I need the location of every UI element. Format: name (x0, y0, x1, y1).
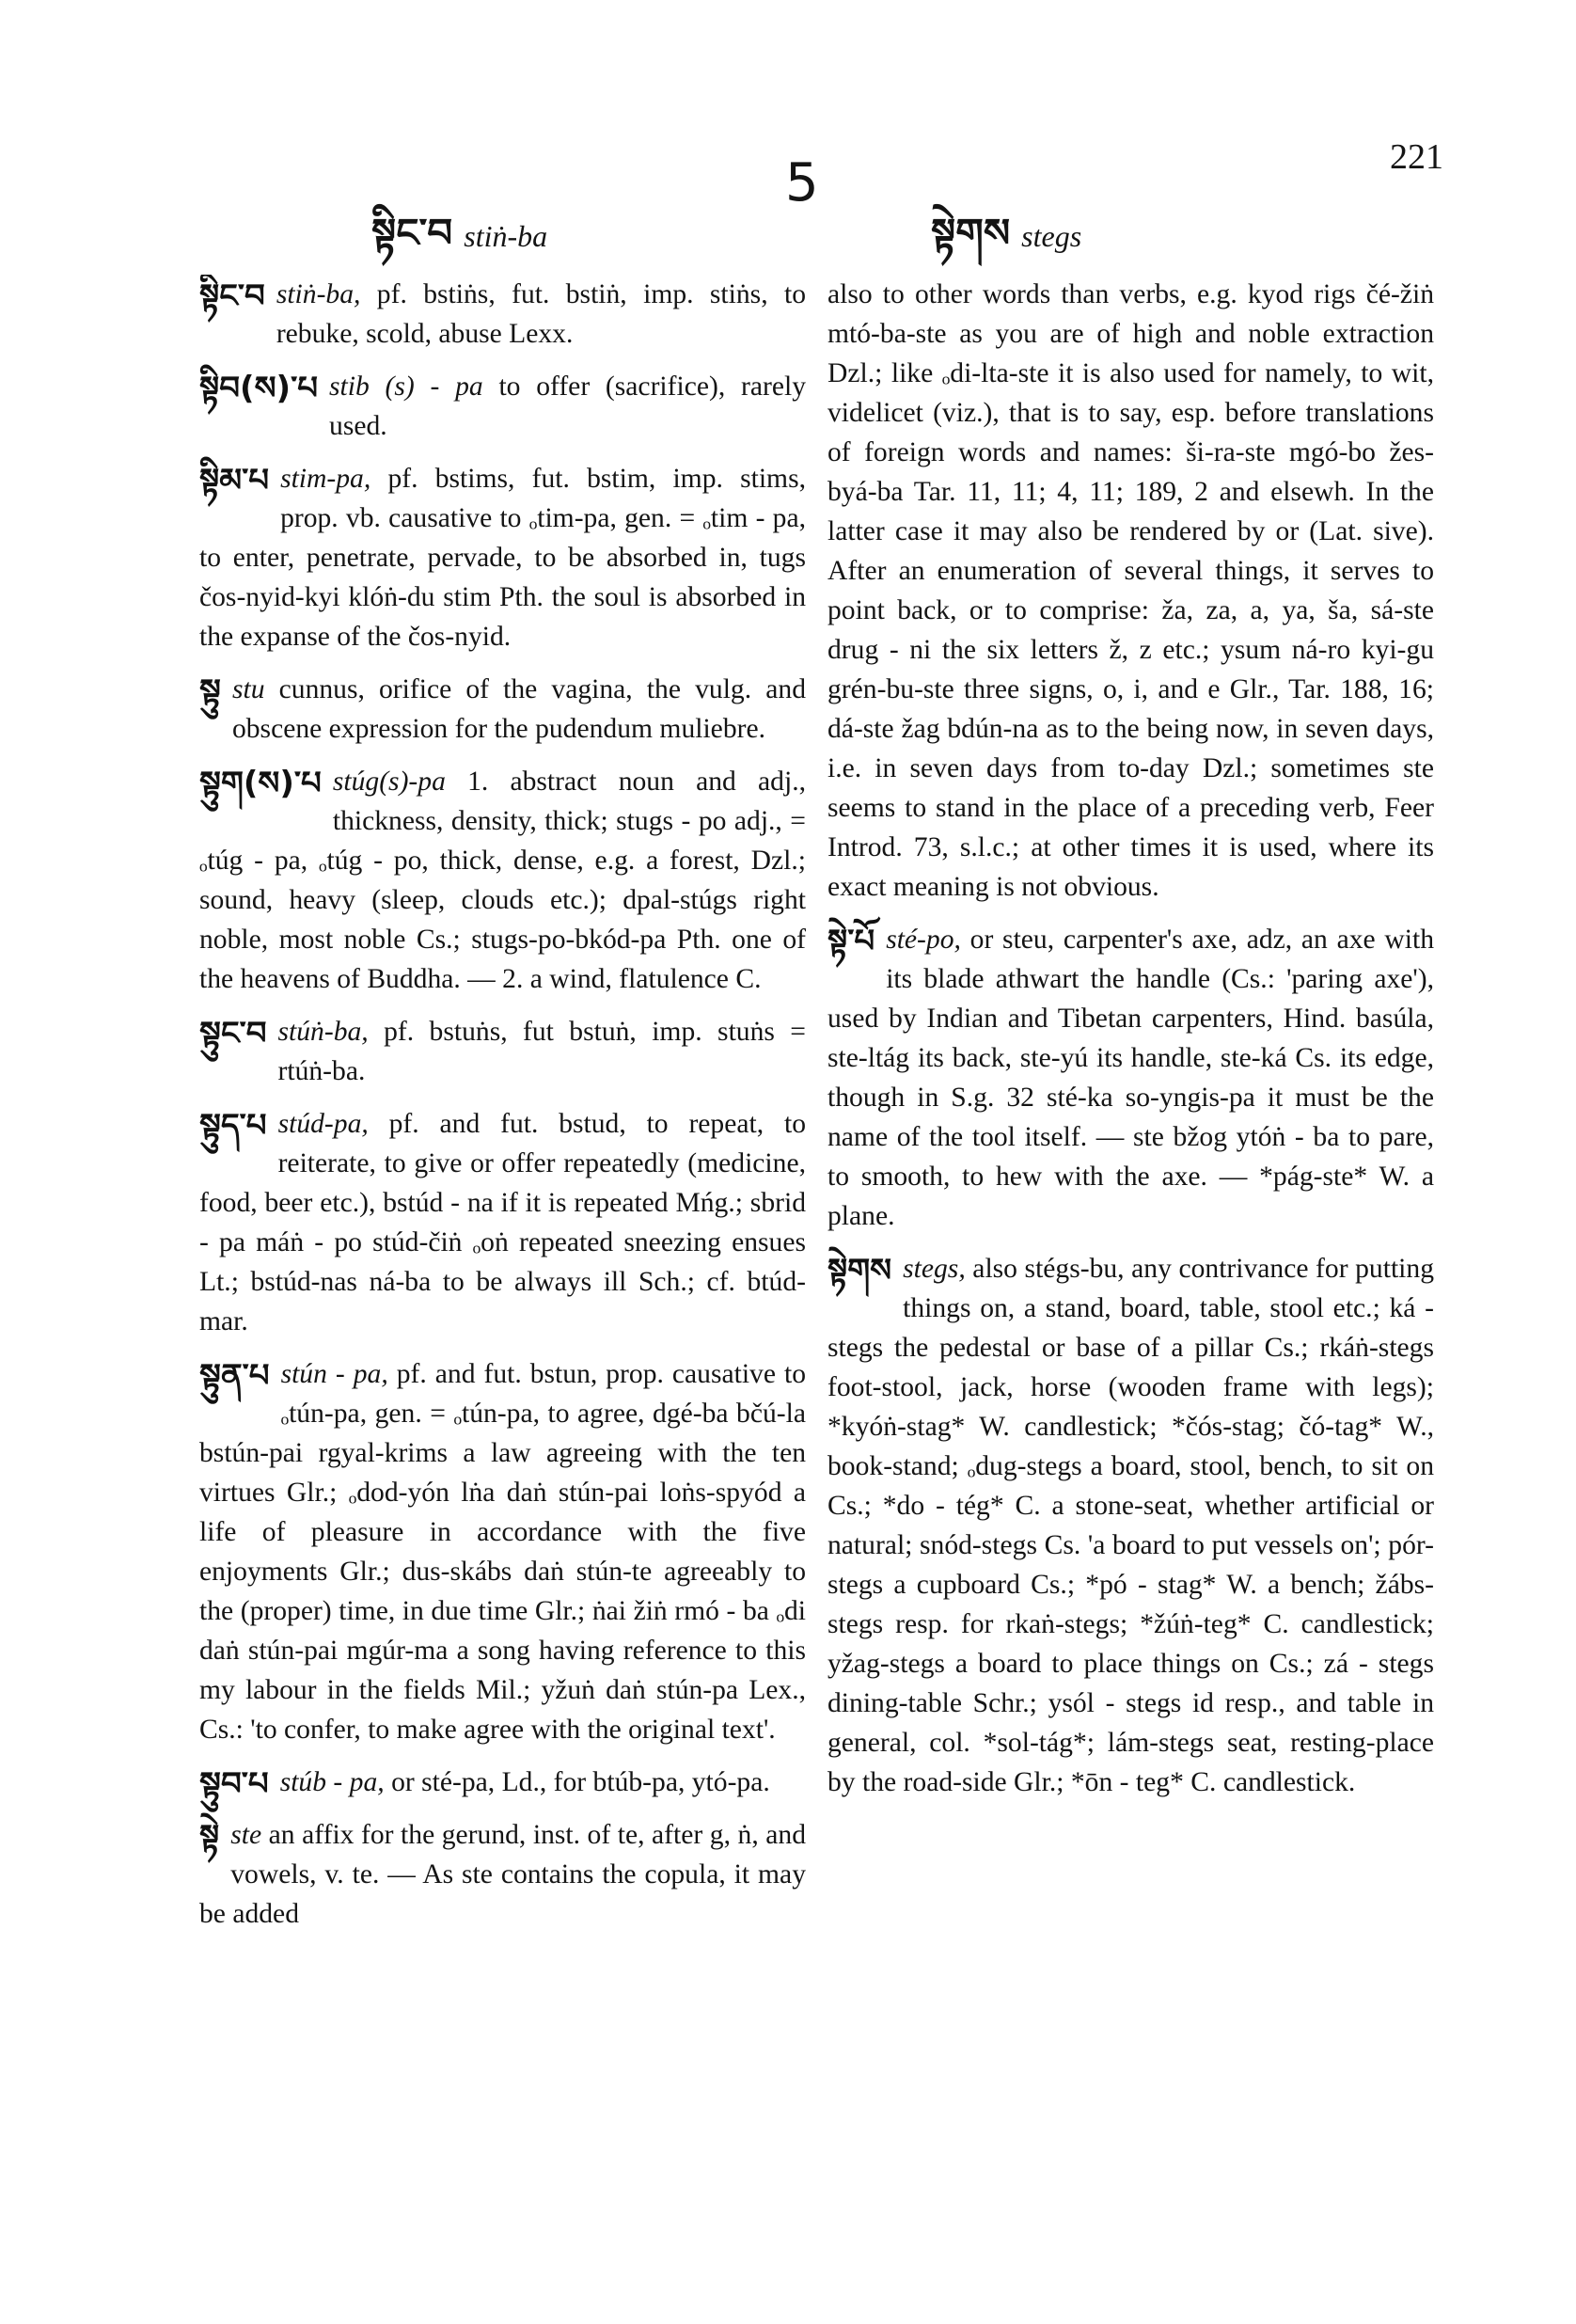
left-column (199, 275, 806, 2250)
entry-tibetan-headword: སྟིམ་པ (199, 462, 270, 499)
dictionary-entry (827, 920, 1434, 1236)
entry-transliteration: stúṅ-ba, (277, 1017, 369, 1047)
entry-tibetan-headword: སྟེགས (827, 1252, 892, 1289)
entry-definition: cunnus, orifice of the vagina, the vulg. and obscene expression for the pudendum muliebre. (231, 674, 806, 744)
entry-tibetan-headword: སྟུག(ས)་པ (199, 765, 322, 802)
entry-definition: pf. and fut. bstud, to repeat, to reiterate, to give or offer repeatedly (medicine, food, beer etc.), bstúd - na if it is repeated Mńg.; sbrid - pa máṅ - po stúd-čiṅ ₒoṅ repeated sneezing ensues Lt.; bstúd-nas ná-ba to be always ill Sch.; cf. btúd-mar. (199, 1109, 806, 1336)
entry-tibetan-headword: སྟིབ(ས)་པ (199, 370, 319, 407)
signature-mark: 5 (785, 152, 819, 213)
entry-tibetan-headword: སྟེ་པོ (827, 923, 875, 960)
dictionary-entry (199, 1012, 806, 1091)
dictionary-entry (199, 1104, 806, 1341)
running-head-right-roman: stegs (1021, 219, 1082, 253)
entry-definition: pf. and fut. bstun, prop. causative to ₒtún-pa, gen. = ₒtún-pa, to agree, dgé-ba bčú-la bstún-pai rgyal-krims a law agreeing with the ten virtues Glr.; ₒdod-yón lṅa daṅ stún-pai loṅs-spyód a life of pleasure in accordance with the five enjoyments Glr.; dus-skábs daṅ stún-te agreeably to the (proper) time, in due time Glr.; ṅai žiṅ rmó - ba ₒdi daṅ stún-pai mgúr-ma a song having reference to this my labour in the fields Mil.; yžuṅ daṅ stún-pa Lex., Cs.: 'to confer, to make agree with the original text'. (199, 1359, 806, 1745)
entry-transliteration: stúb - pa, (279, 1767, 385, 1797)
entry-transliteration: stim-pa, (280, 464, 371, 494)
entry-tibetan-headword: སྟུན་པ (199, 1357, 270, 1395)
entry-definition: or steu, carpenter's axe, adz, an axe with its blade athwart the handle (Cs.: 'paring axe'), used by Indian and Tibetan carpenters, Hind. basúla, ste-ltág its back, ste-yú its handle, ste-ká Cs. its edge, though in S.g. 32 sté-ka so-yngis-pa it must be the name of the tool itself. — ste bžog ytóṅ - ba to pare, to smooth, to hew with the axe. — *pág-ste* W. a plane. (827, 925, 1434, 1231)
entry-definition: pf. bstiṅs, fut. bstiṅ, imp. stiṅs, to rebuke, scold, abuse Lexx. (276, 279, 806, 349)
entry-transliteration: sté-po, (886, 925, 961, 955)
entry-transliteration: stib (s) - pa (329, 372, 483, 402)
entry-definition: pf. bstuṅs, fut bstuṅ, imp. stuṅs = rtúṅ-ba. (277, 1017, 806, 1086)
dictionary-entry (199, 459, 806, 656)
entry-definition: an affix for the gerund, inst. of te, after g, ṅ, and vowels, v. te. — As ste contains the copula, it may be added (199, 1820, 806, 1929)
entry-transliteration: stegs, (903, 1254, 966, 1284)
dictionary-entry (199, 1815, 806, 1934)
entry-definition: also to other words than verbs, e.g. kyod rigs čé-žiṅ mtó-ba-ste as you are of high and noble extraction Dzl.; like ₒdi-lta-ste it is also used for namely, to wit, videlicet (viz.), that is to say, esp. before translations of foreign words and names: ši-ra-ste mgó-bo žes-byá-ba Tar. 11, 11; 4, 11; 189, 2 and elsewh. In the latter case it may also be rendered by or (Lat. sive). After an enumeration of several things, it serves to point back, or to comprise: ža, za, a, ya, ša, sá-ste drug - ni the six letters ž, z etc.; ysum ná-ro kyi-gu grén-bu-ste three signs, o, i, and e Glr., Tar. 188, 16; dá-ste žag bdún-na as to the being now, in seven days, i.e. in seven days from to-day Dzl.; sometimes ste seems to stand in the place of a preceding verb, Feer Introd. 73, s.l.c.; at other times it is used, where its exact meaning is not obvious. (827, 279, 1434, 902)
entry-transliteration: stu (231, 674, 265, 704)
running-head-left-tibetan: སྟིང་བ (371, 210, 453, 256)
entry-transliteration: stiṅ-ba, (276, 279, 361, 309)
dictionary-entry (199, 1763, 806, 1802)
running-head-left-roman: stiṅ-ba (464, 219, 548, 253)
entry-definition: 1. abstract noun and adj., thickness, density, thick; stugs - po adj., = ₒtúg - pa, ₒtúg - po, thick, dense, e.g. a forest, Dzl.; sound, heavy (sleep, clouds etc.); dpal-stúgs right noble, most noble Cs.; stugs-po-bkód-pa Pth. one of the heavens of Buddha. — 2. a wind, flatulence C. (199, 767, 806, 994)
entry-tibetan-headword: སྟེ (199, 1818, 220, 1856)
entry-transliteration: stúg(s)-pa (332, 767, 446, 797)
entry-tibetan-headword: སྟུད་པ (199, 1107, 267, 1145)
entry-tibetan-headword: སྟུང་བ (199, 1015, 267, 1052)
entry-transliteration: stúd-pa, (277, 1109, 369, 1139)
entry-definition: also stégs-bu, any contrivance for putting things on, a stand, board, table, stool etc.; ká - stegs the pedestal or base of a pillar Cs.; rkáṅ-stegs foot-stool, jack, horse (wooden frame with legs); *kyóṅ-stag* W. candlestick; *čós-stag; čó-tag* W., book-stand; ₒdug-stegs a board, stool, bench, to sit on Cs.; *do - tég* C. a stone-seat, whether artificial or natural; snód-stegs Cs. 'a board to put vessels on'; pór-stegs a cupboard Cs.; *pó - stag* W. a bench; žábs-stegs resp. for rkaṅ-stegs; *žúṅ-teg* C. candlestick; yžag-stegs a board to place things on Cs.; zá - stegs dining-table Schr.; ysól - stegs id resp., and table in general, col. *sol-tág*; lám-stegs seat, resting-place by the road-side Glr.; *ōn - teg* C. candlestick. (827, 1254, 1434, 1797)
right-column (827, 275, 1434, 2250)
dictionary-entry (199, 762, 806, 999)
dictionary-entry (827, 275, 1434, 907)
dictionary-entry (827, 1249, 1434, 1802)
entry-transliteration: stún - pa, (280, 1359, 388, 1389)
dictionary-entry (199, 367, 806, 446)
page-header (0, 132, 1576, 256)
entry-tibetan-headword: སྟིང་བ (199, 277, 265, 315)
entry-transliteration: ste (230, 1820, 262, 1850)
entry-tibetan-headword: སྟུ (199, 672, 221, 710)
dictionary-entry (199, 1354, 806, 1749)
entry-tibetan-headword: སྟུབ་པ (199, 1765, 269, 1803)
entry-definition: to offer (sacrifice), rarely used. (329, 372, 806, 441)
dictionary-entry (199, 275, 806, 354)
entry-definition: or sté-pa, Ld., for btúb-pa, ytó-pa. (384, 1767, 770, 1797)
running-head-right-tibetan: སྟེགས (931, 210, 1011, 256)
page-number: 221 (1390, 137, 1443, 177)
entry-definition: pf. bstims, fut. bstim, imp. stims, prop. vb. causative to ₒtim-pa, gen. = ₒtim - pa, to enter, penetrate, pervade, to be absorbed in, tugs čos-nyid-kyi klóṅ-du stim Pth. the soul is absorbed in the expanse of the čos-nyid. (199, 464, 806, 652)
dictionary-entry (199, 670, 806, 749)
